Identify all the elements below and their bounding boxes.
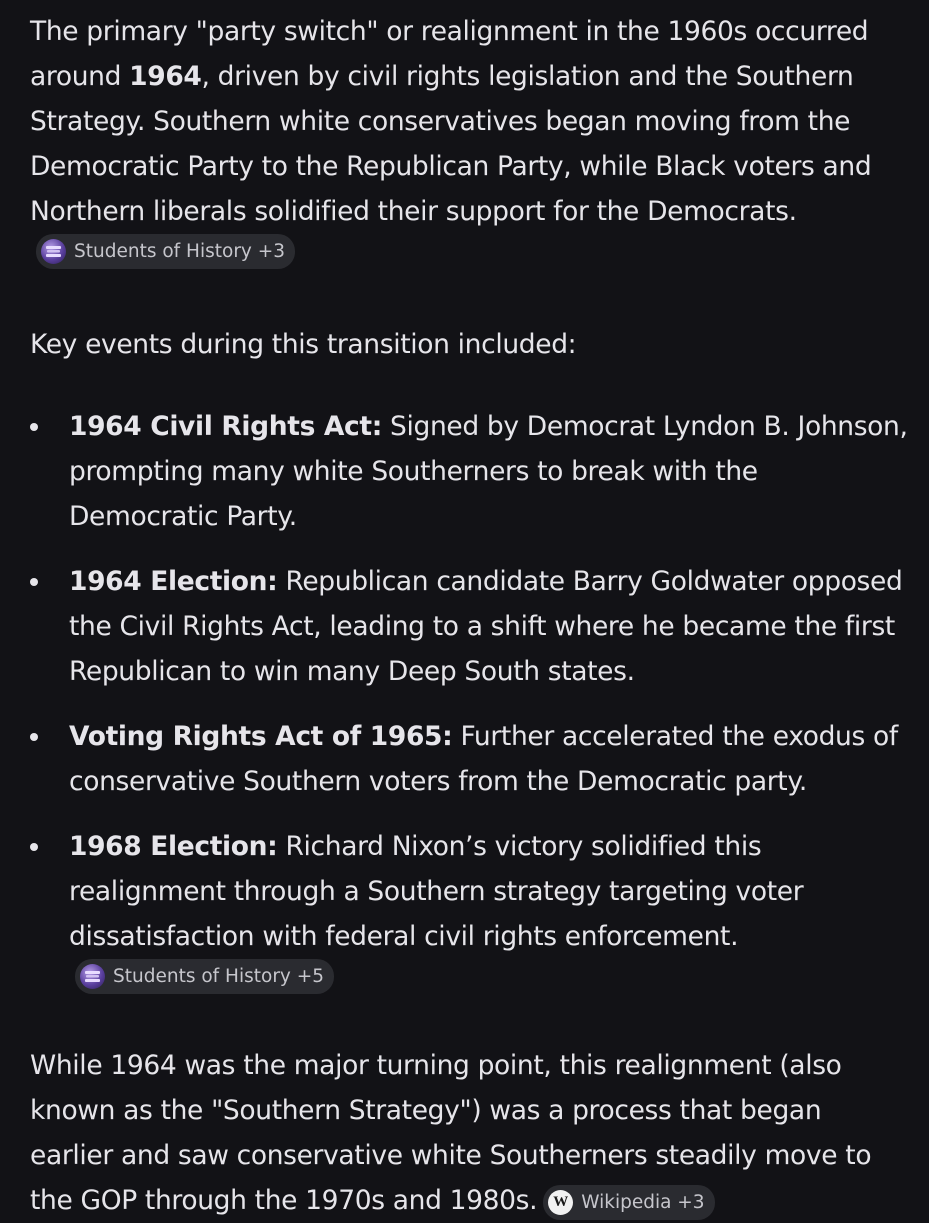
list-item-1968-election — [30, 824, 910, 1006]
conclusion-paragraph — [30, 1043, 910, 1223]
list-item-civil-rights-act — [30, 404, 910, 539]
event-title: 1964 Election: — [69, 566, 278, 597]
citation-label: Wikipedia +3 — [581, 1192, 705, 1213]
intro-text-end: , driven by civil rights legislation and the Southern Strategy. Southern white conservatives began moving from the Democratic Party to the Republican Party, while Black voters and Northern liberals solidified their support for the Democrats. — [30, 61, 872, 227]
response-content — [30, 9, 910, 1223]
intro-paragraph — [30, 9, 910, 281]
intro-text-start: The primary "party switch" or realignment in the 1960s occurred around — [30, 16, 869, 92]
bullet-dot — [30, 733, 38, 741]
students-of-history-logo-icon — [41, 239, 66, 264]
events-heading: Key events during this transition included: — [30, 329, 577, 360]
citation-chip-wikipedia[interactable] — [543, 1185, 714, 1220]
events-list — [30, 404, 910, 1006]
event-title: Voting Rights Act of 1965: — [69, 721, 453, 752]
bullet-dot — [30, 578, 38, 586]
citation-label: Students of History +5 — [113, 966, 325, 987]
citation-chip-students-of-history[interactable] — [36, 234, 295, 269]
event-text: Signed by Democrat Lyndon B. Johnson, prompting many white Southerners to break with the Democratic Party. — [69, 411, 908, 532]
event-text: Further accelerated the exodus of conservative Southern voters from the Democratic party. — [69, 721, 898, 797]
list-item-voting-rights-act — [30, 714, 910, 804]
list-item-1964-election — [30, 559, 910, 694]
bullet-dot — [30, 423, 38, 431]
bullet-dot — [30, 843, 38, 851]
citation-label: Students of History +3 — [74, 241, 286, 262]
students-of-history-logo-icon — [80, 964, 105, 989]
intro-year: 1964 — [129, 61, 202, 92]
event-title: 1964 Civil Rights Act: — [69, 411, 382, 442]
citation-chip-students-of-history[interactable] — [75, 959, 334, 994]
conclusion-text: While 1964 was the major turning point, this realignment (also known as the "Southern Strategy") was a process that began earlier and saw conservative white Southerners steadily move to the GOP through the 1970s and 1980s. — [30, 1050, 872, 1216]
event-title: 1968 Election: — [69, 831, 278, 862]
event-text: Richard Nixon’s victory solidified this realignment through a Southern strategy targeting voter dissatisfaction with federal civil rights enforcement. — [69, 831, 804, 952]
event-text: Republican candidate Barry Goldwater opposed the Civil Rights Act, leading to a shift where he became the first Republican to win many Deep South states. — [69, 566, 903, 687]
wikipedia-logo-icon: W — [548, 1190, 573, 1215]
